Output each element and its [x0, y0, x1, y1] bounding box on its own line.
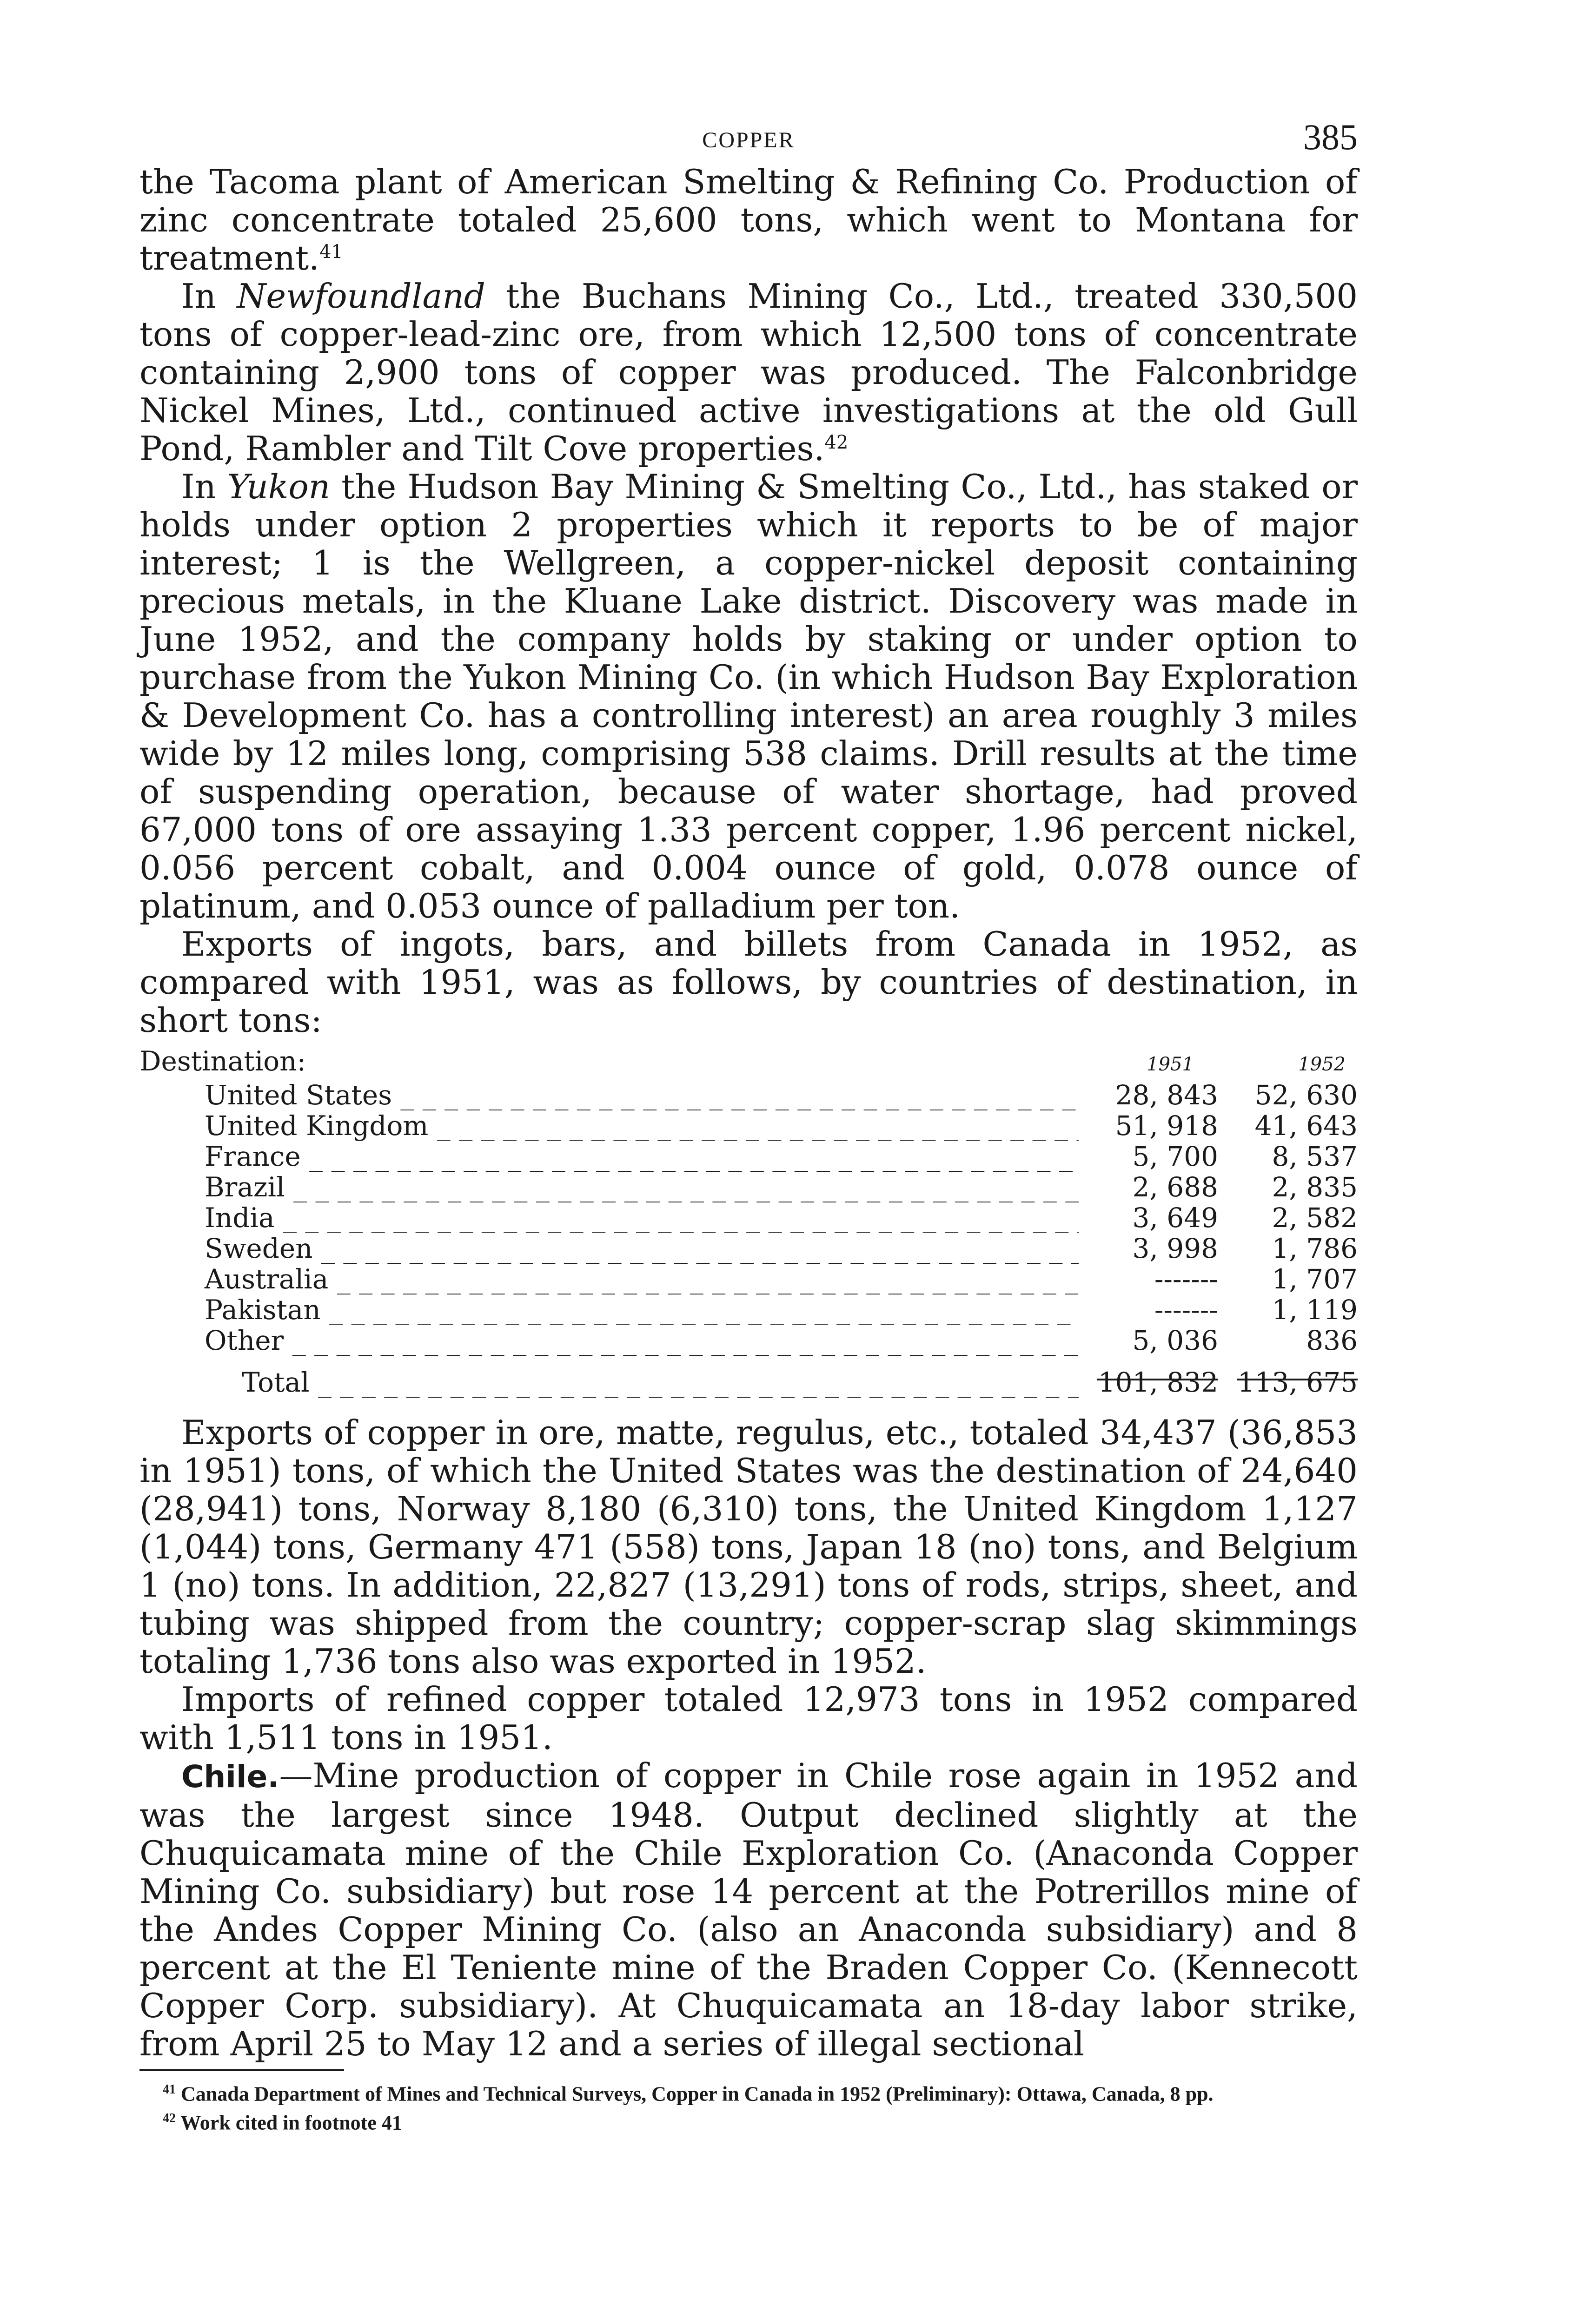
running-head — [139, 116, 1358, 158]
table-cell-1951: 2, 688 — [1132, 1171, 1218, 1203]
footnote-42 — [139, 2106, 1358, 2135]
footnote-divider — [139, 2069, 344, 2071]
table-cell-1952: 836 — [1306, 1325, 1358, 1356]
footnote-text: Work cited in footnote 41 — [180, 2111, 402, 2134]
paragraph-text: the Hudson Bay Mining & Smelting Co., Ltd., has staked or holds under option 2 properties which it reports to be of major interest; 1 is the Wellgreen, a copper-nickel deposit containing precious metals, in the Kluane Lake district. Discovery was made in June 1952, and the company holds by staking or under option to purchase from the Yukon Mining Co. (in which Hudson Bay Exploration & Development Co. has a controlling interest) an area roughly 3 miles wide by 12 miles long, comprising 538 claims. Drill results at the time of suspending operation, because of water shortage, had proved 67,000 tons of ore assaying 1.33 percent copper, 1.96 percent nickel, 0.056 percent cobalt, and 0.004 ounce of gold, 0.078 ounce of platinum, and 0.053 ounce of palladium per ton. — [139, 467, 1358, 925]
table-cell-1951: 3, 998 — [1132, 1233, 1218, 1264]
paragraph-ore-exports: Exports of copper in ore, matte, regulus, etc., totaled 34,437 (36,853 in 1951) tons, of which the United States was the destination of 24,640 (28,941) tons, Norway 8,180 (6,310) tons, the United Kingdom 1,127 (1,044) tons, Germany 471 (558) tons, Japan 18 (no) tons, and Belgium 1 (no) tons. In addition, 22,827 (13,291) tons of rods, strips, sheet, and tubing was shipped from the country; copper-scrap slag skimmings totaling 1,736 tons also was exported in 1952. — [139, 1413, 1358, 1681]
paragraph-chile — [139, 1756, 1358, 2063]
paragraph-text: the Buchans Mining Co., Ltd., treated 330,500 tons of copper-lead-zinc ore, from which 12,500 tons of concentrate containing 2,900 tons of copper was produced. The Falconbridge Nickel Mines, Ltd., continued active investigations at the old Gull Pond, Rambler and Tilt Cove properties. — [139, 277, 1358, 468]
table-cell-destination: India _ _ _ — [139, 1202, 1079, 1233]
table-total-label: Total _ _ _ — [139, 1367, 1079, 1398]
paragraph-text: the Tacoma plant of American Smelting & Refining Co. Production of zinc concentrate totaled 25,600 tons, which went to Montana for treatment. — [139, 162, 1358, 277]
footnote-number: 41 — [163, 2082, 176, 2097]
table-total-1951: 101, 832 — [1098, 1367, 1218, 1398]
table-header-row — [139, 1046, 1358, 1080]
footnote-41 — [139, 2078, 1358, 2106]
table-cell-1951: 28, 843 — [1115, 1079, 1218, 1111]
body-text — [139, 163, 1358, 2063]
table-cell-1951: ------- — [1154, 1263, 1218, 1295]
paragraph-lead: In — [181, 467, 228, 506]
paragraph-imports: Imports of refined copper totaled 12,973 tons in 1952 compared with 1,511 tons in 1951. — [139, 1680, 1358, 1757]
exports-table — [139, 1046, 1358, 1398]
table-header-destination: Destination: — [139, 1046, 306, 1076]
table-cell-1952: 52, 630 — [1254, 1079, 1358, 1111]
table-cell-1951: 5, 700 — [1132, 1141, 1218, 1172]
table-cell-1952: 2, 582 — [1272, 1202, 1358, 1234]
table-row — [139, 1141, 1358, 1172]
document-page — [139, 116, 1358, 2135]
table-cell-destination: Sweden _ _ _ — [139, 1233, 1079, 1264]
table-cell-destination: Pakistan _ _ _ — [139, 1294, 1079, 1325]
table-header-1951: 1951 — [1147, 1054, 1194, 1075]
table-row — [139, 1233, 1358, 1264]
table-cell-1951: 5, 036 — [1132, 1325, 1218, 1356]
table-cell-1951: 51, 918 — [1115, 1110, 1218, 1142]
section-heading-chile: Chile. — [181, 1759, 279, 1795]
table-cell-1951: 3, 649 — [1132, 1202, 1218, 1234]
place-name: Newfoundland — [237, 277, 485, 316]
table-cell-destination: United Kingdom _ _ _ — [139, 1110, 1079, 1141]
table-cell-1951: ------- — [1154, 1294, 1218, 1326]
table-cell-destination: France _ _ _ — [139, 1141, 1079, 1172]
footnote-ref: 42 — [824, 432, 849, 453]
table-row — [139, 1294, 1358, 1325]
table-total-rule — [139, 1356, 1358, 1367]
table-row — [139, 1325, 1358, 1356]
paragraph-yukon — [139, 468, 1358, 925]
table-total-1952: 113, 675 — [1237, 1367, 1358, 1398]
table-cell-1952: 1, 119 — [1272, 1294, 1358, 1326]
paragraph-exports-intro: Exports of ingots, bars, and billets from Canada in 1952, as compared with 1951, was as follows, by countries of destination, in short tons: — [139, 924, 1358, 1040]
table-cell-destination: Australia _ _ _ — [139, 1264, 1079, 1294]
footnote-text: Canada Department of Mines and Technical Surveys, Copper in Canada in 1952 (Preliminary): Ottawa, Canada, 8 pp. — [181, 2082, 1214, 2106]
table-row — [139, 1202, 1358, 1233]
page-number: 385 — [1303, 117, 1358, 157]
table-row — [139, 1172, 1358, 1202]
place-name: Yukon — [227, 467, 331, 506]
footnote-number: 42 — [163, 2111, 176, 2126]
table-cell-1952: 1, 707 — [1272, 1263, 1358, 1295]
table-total-row — [139, 1367, 1358, 1398]
paragraph-lead: In — [181, 277, 237, 316]
table-cell-destination: Brazil _ _ _ — [139, 1172, 1079, 1202]
table-cell-1952: 1, 786 — [1272, 1233, 1358, 1264]
table-cell-1952: 2, 835 — [1272, 1171, 1358, 1203]
table-cell-destination: United States _ _ _ — [139, 1080, 1079, 1110]
table-cell-1952: 41, 643 — [1254, 1110, 1358, 1142]
table-row — [139, 1110, 1358, 1141]
table-body — [139, 1080, 1358, 1356]
footnotes — [139, 2078, 1358, 2135]
table-cell-destination: Other _ _ _ — [139, 1325, 1079, 1356]
running-title: COPPER — [702, 128, 795, 152]
footnote-ref: 41 — [319, 241, 343, 263]
paragraph-newfoundland — [139, 277, 1358, 468]
table-row — [139, 1080, 1358, 1110]
table-row — [139, 1264, 1358, 1294]
table-header-1952: 1952 — [1298, 1054, 1346, 1075]
paragraph-text: —Mine production of copper in Chile rose again in 1952 and was the largest since 1948. Output declined slightly at the Chuquicamata mine of the Chile Exploration Co. (Anaconda Copper Mining Co. subsidiary) but rose 14 percent at the Potrerillos mine of the Andes Copper Mining Co. (also an Anaconda subsidiary) and 8 percent at the El Teniente mine of the Braden Copper Co. (Kennecott Copper Corp. subsidiary). At Chuquicamata an 18-day labor strike, from April 25 to May 12 and a series of illegal sectional — [139, 1756, 1358, 2063]
paragraph-tacoma — [139, 163, 1358, 277]
table-cell-1952: 8, 537 — [1272, 1141, 1358, 1172]
